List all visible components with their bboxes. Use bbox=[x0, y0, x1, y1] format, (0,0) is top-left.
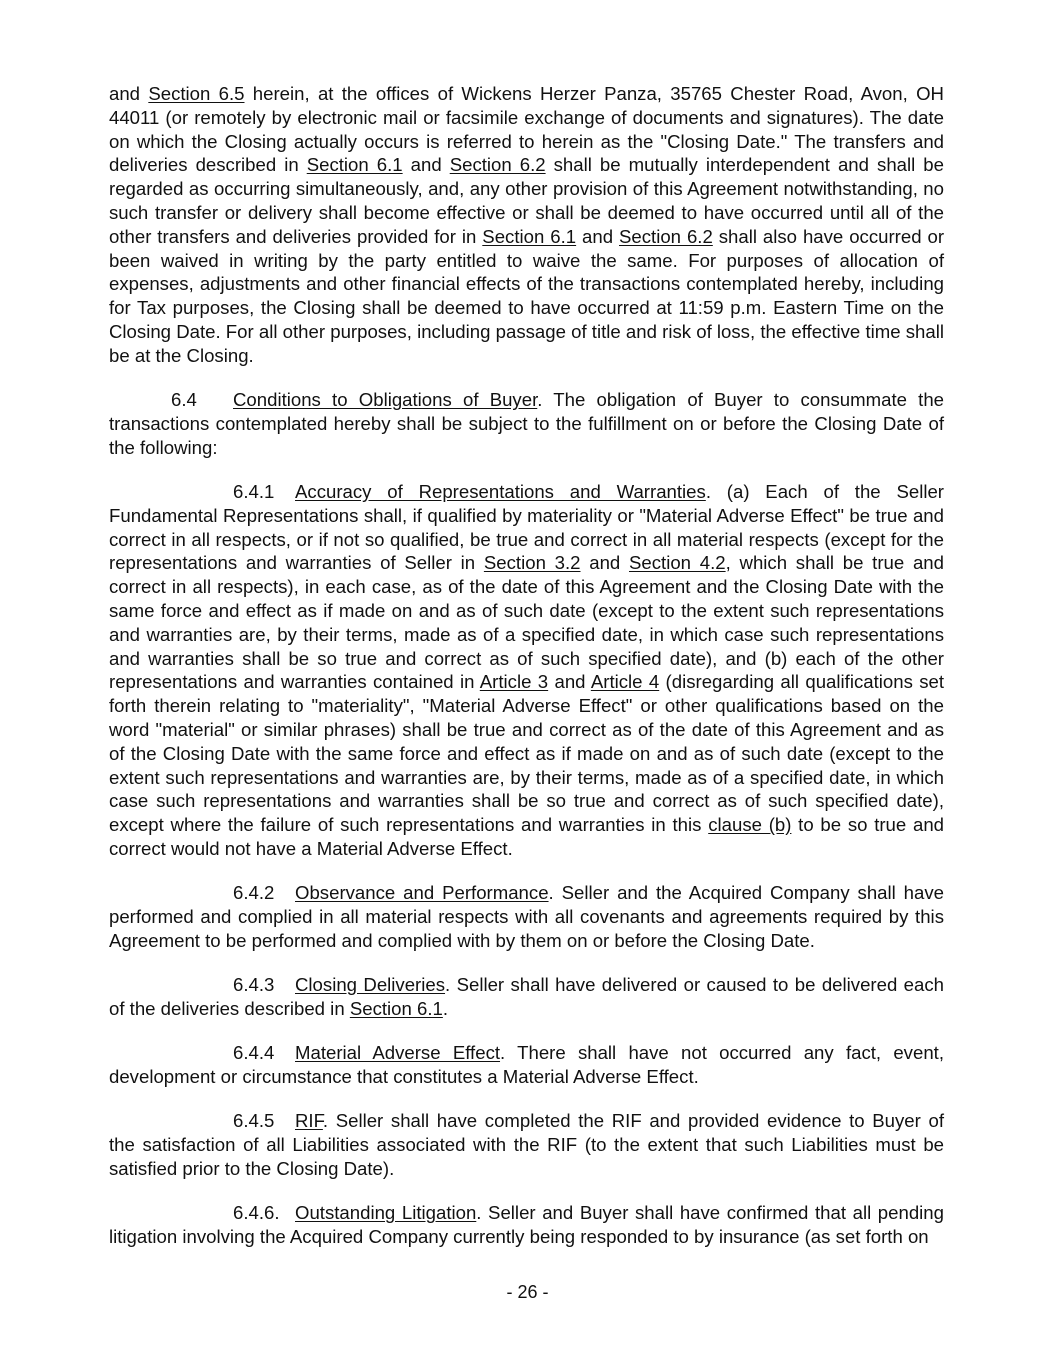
section-6-4-1: 6.4.1 Accuracy of Representations and Warranties. (a) Each of the Seller Fundamental Representations shall, if qualified by materiality or "Material Adverse Effect" be true and correct in all respects, or if not so qualified, be true and correct in all material respects (except for the representations and warranties of Seller in Section 3.2 and Section 4.2, which shall be true and correct in all respects), in each case, as of the date of this Agreement and the Closing Date with the same force and effect as if made on and as of such date (except to the extent such representations and warranties are, by their terms, made as of a specified date, in which case such representations and warranties shall be so true and correct as of such specified date), and (b) each of the other representations and warranties contained in Article 3 and Article 4 (disregarding all qualifications set forth therein relating to "materiality", "Material Adverse Effect" or other qualifications based on the word "material" or similar phrases) shall be true and correct as of the date of this Agreement and as of the Closing Date with the same force and effect as if made on and as of such date (except to the extent such representations and warranties are, by their terms, made as of a specified date, in which case such representations and warranties shall be so true and correct as of such specified date), except where the failure of such representations and warranties in this clause (b) to be so true and correct would not have a Material Adverse Effect. bbox=[109, 480, 945, 859]
cross-reference: Section 6.1 bbox=[306, 154, 403, 176]
section-number: 6.4 bbox=[171, 389, 197, 411]
section-6-4-5: 6.4.5 RIF. Seller shall have completed the RIF and provided evidence to Buyer of the satisfaction of all Liabilities associated with the RIF (to the extent that such Liabilities must be satisfied prior to the Closing Date). bbox=[109, 1110, 944, 1179]
cross-reference: Section 6.2 bbox=[619, 225, 713, 247]
section-heading: Observance and Performance bbox=[295, 882, 549, 904]
cross-reference: Section 6.5 bbox=[148, 83, 245, 104]
cross-reference: Article 3 bbox=[479, 671, 549, 693]
section-heading: RIF bbox=[295, 1110, 323, 1132]
cross-reference: Section 6.1 bbox=[482, 225, 577, 247]
section-6-4-3: 6.4.3 Closing Deliveries. Seller shall have delivered or caused to be delivered each of the deliveries described in Section 6.1. bbox=[109, 974, 944, 1019]
section-6-4-6: 6.4.6. Outstanding Litigation. Seller and Buyer shall have confirmed that all pending litigation involving the Acquired Company currently being responded to by insurance (as set forth on bbox=[109, 1202, 944, 1247]
section-number: 6.4.6. bbox=[233, 1202, 280, 1224]
section-6-4: 6.4 Conditions to Obligations of Buyer. The obligation of Buyer to consummate the transactions contemplated hereby shall be subject to the fulfillment on or before the Closing Date of the following: bbox=[109, 389, 945, 458]
section-heading: Material Adverse Effect bbox=[295, 1042, 501, 1064]
section-heading: Accuracy of Representations and Warranties bbox=[295, 480, 706, 502]
cross-reference: Section 6.1 bbox=[349, 997, 443, 1019]
cross-reference: Article 4 bbox=[590, 671, 660, 693]
section-6-4-4: 6.4.4 Material Adverse Effect. There shall have not occurred any fact, event, development or circumstance that constitutes a Material Adverse Effect. bbox=[109, 1042, 944, 1087]
section-number: 6.4.5 bbox=[233, 1110, 275, 1132]
section-heading: Conditions to Obligations of Buyer bbox=[233, 389, 538, 411]
section-number: 6.4.1 bbox=[233, 480, 275, 502]
cross-reference: Section 4.2 bbox=[629, 552, 726, 574]
section-number: 6.4.4 bbox=[233, 1042, 275, 1064]
cross-reference: Section 3.2 bbox=[483, 552, 581, 574]
page-number: - 26 - bbox=[506, 1282, 549, 1302]
section-heading: Closing Deliveries bbox=[295, 974, 446, 996]
paragraph-closing-continued: and Section 6.5 herein, at the offices of Wickens Herzer Panza, 35765 Chester Road, Avon, OH 44011 (or remotely by electronic mail or facsimile exchange of documents and signatures). The date on which the Closing actually occurs is referred to herein as the "Closing Date." The transfers and deliveries described in Section 6.1 and Section 6.2 shall be mutually interdependent and shall be regarded as occurring simultaneously, and, any other provision of this Agreement notwithstanding, no such transfer or delivery shall become effective or shall be deemed to have occurred until all of the other transfers and deliveries provided for in Section 6.1 and Section 6.2 shall also have occurred or been waived in writing by the party entitled to waive the same. For purposes of allocation of expenses, adjustments and other financial effects of the transactions contemplated hereby, including for Tax purposes, the Closing shall be deemed to have occurred at 11:59 p.m. Eastern Time on the Closing Date. For all other purposes, including passage of title and risk of loss, the effective time shall be at the Closing. bbox=[109, 83, 945, 366]
section-number: 6.4.3 bbox=[233, 974, 275, 996]
document-page bbox=[109, 82, 944, 1249]
section-heading: Outstanding Litigation bbox=[295, 1202, 477, 1224]
cross-reference: Section 6.2 bbox=[449, 154, 546, 176]
section-number: 6.4.2 bbox=[233, 882, 275, 904]
section-6-4-2: 6.4.2 Observance and Performance. Seller and the Acquired Company shall have performed and complied in all material respects with all covenants and agreements required by this Agreement to be performed and complied with by them on or before the Closing Date. bbox=[109, 882, 945, 951]
cross-reference: clause (b) bbox=[708, 814, 792, 836]
